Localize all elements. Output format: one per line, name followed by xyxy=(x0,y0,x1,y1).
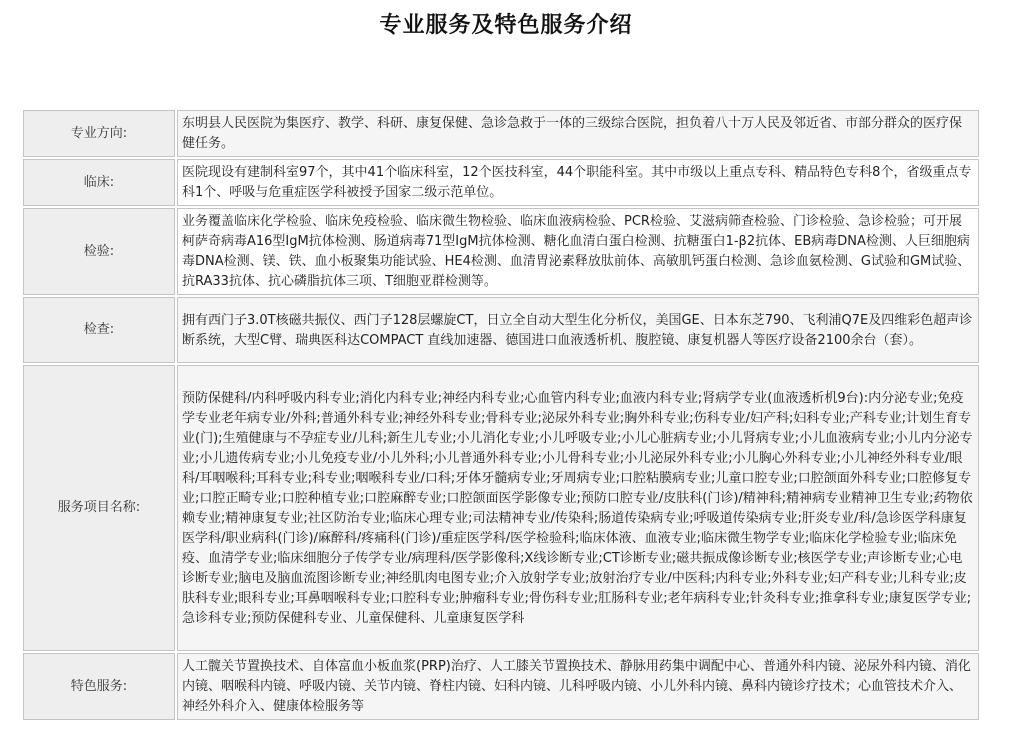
row-label-clinical: 临床: xyxy=(23,159,175,206)
table-row-lab xyxy=(23,208,979,295)
page-title: 专业服务及特色服务介绍 xyxy=(379,13,633,38)
table-row-exam xyxy=(23,297,979,363)
row-content-exam: 拥有西门子3.0T核磁共振仪、西门子128层螺旋CT，日立全自动大型生化分析仪，美国GE、日本东芝790、飞利浦Q7E及四维彩色超声诊断系统，大型C臂、瑞典医科达COMPACT 直线加速器、德国进口血液透析机、腹腔镜、康复机器人等医疗设备2100余台（套）。 xyxy=(177,297,979,363)
row-content-lab: 业务覆盖临床化学检验、临床免疫检验、临床微生物检验、临床血液病检验、PCR检验、艾滋病筛查检验、门诊检验、急诊检验；可开展柯萨奇病毒A16型IgM抗体检测、肠道病毒71型IgM抗体检测、糖化血清白蛋白检测、抗糖蛋白1-β2抗体、EB病毒DNA检测、人巨细胞病毒DNA检测、镁、铁、血小板聚集功能试验、HE4检测、血清胃泌素释放肽前体、高敏肌钙蛋白检测、急诊血氨检测、G试验和GM试验、抗RA33抗体、抗心磷脂抗体三项、T细胞亚群检测等。 xyxy=(177,208,979,295)
table-row-services xyxy=(23,365,979,651)
row-label-services: 服务项目名称: xyxy=(23,365,175,651)
table-row-direction xyxy=(23,110,979,157)
row-content-featured: 人工髋关节置换技术、自体富血小板血浆(PRP)治疗、人工膝关节置换技术、静脉用药集中调配中心、普通外科内镜、泌尿外科内镜、消化内镜、咽喉科内镜、呼吸内镜、关节内镜、脊柱内镜、妇科内镜、儿科呼吸内镜、小儿外科内镜、鼻科内镜诊疗技术；心血管技术介入、神经外科介入、健康体检服务等 xyxy=(177,653,979,720)
row-content-clinical: 医院现设有建制科室97个，其中41个临床科室，12个医技科室，44个职能科室。其中市级以上重点专科、精品特色专科8个，省级重点专科1个、呼吸与危重症医学科被授予国家二级示范单位。 xyxy=(177,159,979,206)
row-content-services: 预防保健科/内科呼吸内科专业;消化内科专业;神经内科专业;心血管内科专业;血液内科专业;肾病学专业(血液透析机9台):内分泌专业;免疫学专业老年病专业/外科;普通外科专业;神经外科专业;骨科专业;泌尿外科专业;胸外科专业;伤科专业/妇产科;妇科专业;产科专业;计划生育专业(门);生殖健康与不孕症专业/儿科;新生儿专业;小儿消化专业;小儿呼吸专业;小儿心脏病专业;小儿肾病专业;小儿血液病专业;小儿内分泌专业;小儿遗传病专业;小儿免疫专业/小儿外科;小儿普通外科专业;小儿骨科专业;小儿泌尿外科专业;小儿胸心外科专业;小儿神经外科专业/眼科/耳咽喉科;耳科专业;科专业;咽喉科专业/口科;牙体牙髓病专业;牙周病专业;口腔粘膜病专业;儿童口腔专业;口腔颌面外科专业;口腔修复专业;口腔正畸专业;口腔种植专业;口腔麻醉专业;口腔颌面医学影像专业;预防口腔专业/皮肤科(门诊)/精神科;精神病专业精神卫生专业;药物依赖专业;精神康复专业;社区防治专业;临床心理专业;司法精神专业/传染科;肠道传染病专业;呼吸道传染病专业;肝炎专业/科/急诊医学科康复医学科/职业病科(门诊)/麻醉科/疼痛科(门诊)/重症医学科/医学检验科;临床体液、血液专业;临床微生物学专业;临床化学检验专业;临床免疫、血清学专业;临床细胞分子传学专业/病理科/医学影像科;X线诊断专业;CT诊断专业;磁共振成像诊断专业;核医学专业;声诊断专业;心电诊断专业;脑电及脑血流图诊断专业;神经肌肉电图专业;介入放射学专业;放射治疗专业/中医科;内科专业;外科专业;妇产科专业;儿科专业;皮肤科专业;眼科专业;耳鼻咽喉科专业;口腔科专业;肿瘤科专业;骨伤科专业;肛肠科专业;老年病科专业;针灸科专业;推拿科专业;康复医学专业;急诊科专业;预防保健科专业、儿童保健科、儿童康复医学科 xyxy=(177,365,979,651)
row-content-direction: 东明县人民医院为集医疗、教学、科研、康复保健、急诊急救于一体的三级综合医院，担负着八十万人民及邻近省、市部分群众的医疗保健任务。 xyxy=(177,110,979,157)
table-row-clinical xyxy=(23,159,979,206)
row-label-featured: 特色服务: xyxy=(23,653,175,720)
service-info-table xyxy=(21,108,981,722)
row-label-lab: 检验: xyxy=(23,208,175,295)
table-row-featured xyxy=(23,653,979,720)
row-label-direction: 专业方向: xyxy=(23,110,175,157)
row-label-exam: 检查: xyxy=(23,297,175,363)
